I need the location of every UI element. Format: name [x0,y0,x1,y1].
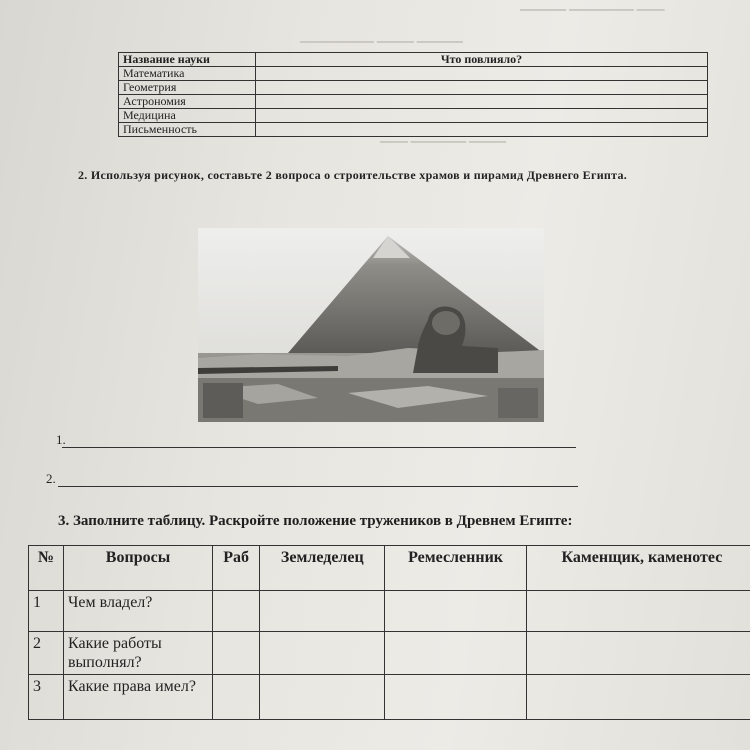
row-number: 1 [29,591,64,632]
answer-underline[interactable] [58,486,578,487]
workers-table [28,545,750,720]
answer-cell[interactable] [385,632,526,675]
bleed-through-text: ▁▁▁▁ ▁▁▁▁▁▁ ▁▁▁ [380,141,506,155]
row-question: Чем владел? [64,591,213,632]
row-number: 2 [29,632,64,675]
answer-cell[interactable] [260,591,385,632]
answer-cell[interactable] [260,675,385,720]
task-3-title: 3. Заполните таблицу. Раскройте положение тружеников в Древнем Египте: [58,513,573,529]
table-header: Земледелец [260,546,385,591]
table-header: Что повлияло? [256,53,708,67]
table-header: Вопросы [64,546,213,591]
answer-cell[interactable] [526,632,750,675]
answer-cell[interactable] [526,591,750,632]
row-question: Какие работы выполнял? [64,632,213,675]
answer-underline[interactable] [62,447,576,448]
task-2-text: 2. Используя рисунок, составьте 2 вопроса о строительстве храмов и пирамид Древнего Египта. [78,168,628,182]
answer-number: 2. [46,471,56,486]
science-name: Геометрия [119,81,256,95]
bleed-through-text: ▁▁▁ ▁▁▁▁▁▁▁ ▁▁▁▁▁ [520,9,665,23]
answer-cell[interactable] [256,81,708,95]
sciences-table [118,52,708,137]
pyramid-and-sphinx-photo [198,228,544,422]
science-name: Письменность [119,123,256,137]
answer-cell[interactable] [256,67,708,81]
answer-cell[interactable] [385,591,526,632]
table-header: Ремесленник [385,546,526,591]
answer-number: 1. [56,432,66,447]
answer-cell[interactable] [256,123,708,137]
science-name: Математика [119,67,256,81]
answer-cell[interactable] [526,675,750,720]
row-number: 3 [29,675,64,720]
row-question: Какие права имел? [64,675,213,720]
answer-cell[interactable] [260,632,385,675]
bleed-through-text: ▁▁▁▁▁ ▁▁▁▁ ▁▁▁▁▁▁▁▁ [300,41,463,55]
table-header: № [29,546,64,591]
answer-cell[interactable] [256,95,708,109]
science-name: Медицина [119,109,256,123]
answer-cell[interactable] [385,675,526,720]
table-header: Каменщик, каменотес [526,546,750,591]
answer-cell[interactable] [213,675,260,720]
table-header: Раб [213,546,260,591]
answer-cell[interactable] [256,109,708,123]
science-name: Астрономия [119,95,256,109]
answer-cell[interactable] [213,591,260,632]
answer-cell[interactable] [213,632,260,675]
table-header: Название науки [119,53,256,67]
